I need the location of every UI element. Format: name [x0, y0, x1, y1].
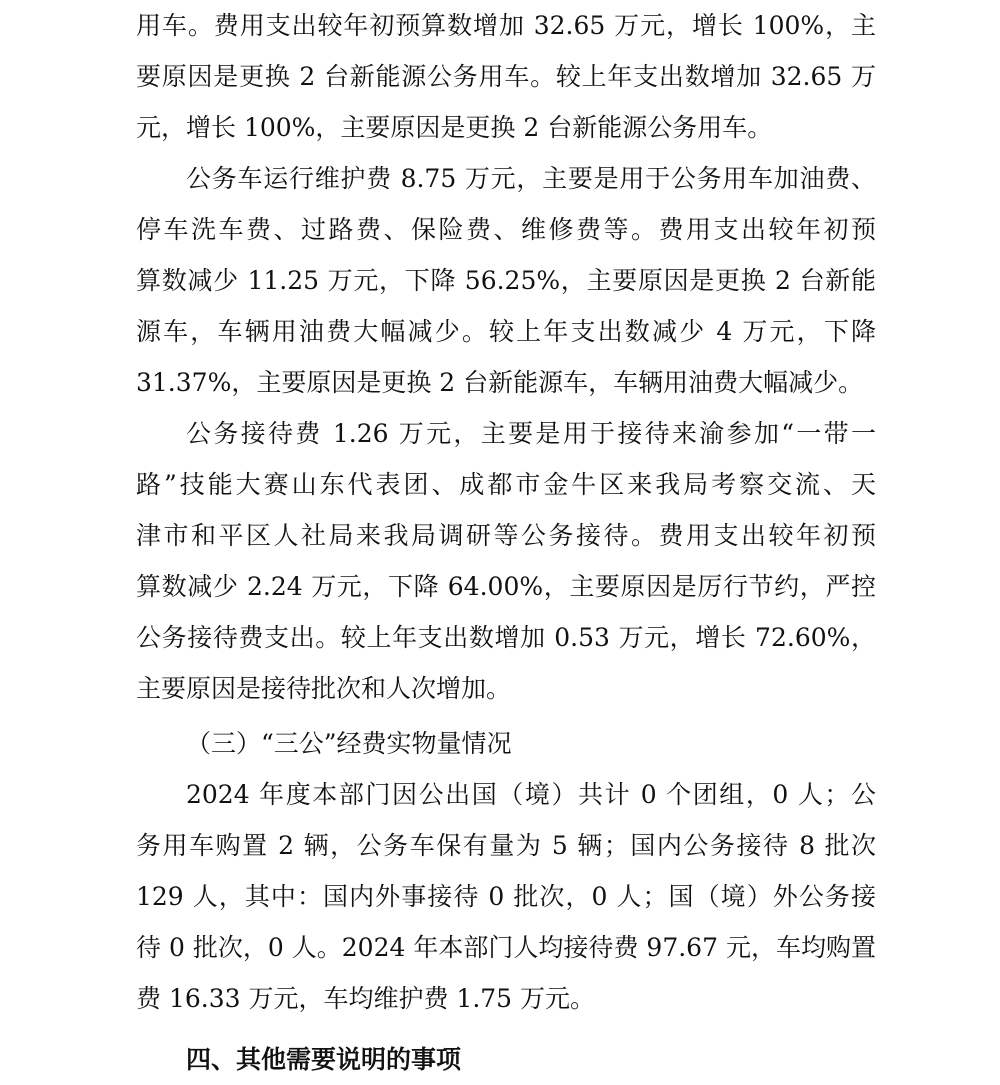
text-line: 源车，车辆用油费大幅减少。较上年支出数减少 4 万元，下降: [136, 317, 876, 346]
paragraph-vehicle-maintenance: [136, 153, 876, 408]
text-line: 津市和平区人社局来我局调研等公务接待。费用支出较年初预: [136, 521, 876, 550]
subheading-physical-quantity: （三）“三公”经费实物量情况: [186, 729, 512, 758]
text-line: 务用车购置 2 辆，公务车保有量为 5 辆；国内公务接待 8 批次: [136, 831, 876, 860]
text-line: 公务接待费支出。较上年支出数增加 0.53 万元，增长 72.60%，: [136, 623, 876, 652]
text-line: 主要原因是接待批次和人次增加。: [136, 674, 512, 703]
text-line: 停车洗车费、过路费、保险费、维修费等。费用支出较年初预: [136, 215, 876, 244]
text-line: 元，增长 100%，主要原因是更换 2 台新能源公务用车。: [136, 113, 773, 142]
paragraph-physical-quantity: [136, 769, 876, 1024]
text-line: 31.37%，主要原因是更换 2 台新能源车，车辆用油费大幅减少。: [136, 368, 864, 397]
text-line: 2024 年度本部门因公出国（境）共计 0 个团组，0 人；公: [186, 780, 876, 809]
text-line: 要原因是更换 2 台新能源公务用车。较上年支出数增加 32.65 万: [136, 62, 876, 91]
text-line: 算数减少 2.24 万元，下降 64.00%，主要原因是厉行节约，严控: [136, 572, 876, 601]
text-line: 路”技能大赛山东代表团、成都市金牛区来我局考察交流、天: [136, 470, 876, 499]
text-line: 用车。费用支出较年初预算数增加 32.65 万元，增长 100%，主: [136, 11, 876, 40]
paragraph-reception: [136, 408, 876, 714]
text-line: 算数减少 11.25 万元，下降 56.25%，主要原因是更换 2 台新能: [136, 266, 876, 295]
document-page: [136, 0, 876, 1085]
text-line: 公务接待费 1.26 万元，主要是用于接待来渝参加“一带一: [186, 419, 876, 448]
section-heading: 四、其他需要说明的事项: [186, 1045, 462, 1074]
paragraph-vehicle-purchase: [136, 0, 876, 153]
text-line: 129 人，其中：国内外事接待 0 批次，0 人；国（境）外公务接: [136, 882, 876, 911]
text-line: 公务车运行维护费 8.75 万元，主要是用于公务用车加油费、: [186, 164, 876, 193]
text-line: 待 0 批次，0 人。2024 年本部门人均接待费 97.67 元，车均购置: [136, 933, 876, 962]
text-line: 费 16.33 万元，车均维护费 1.75 万元。: [136, 984, 596, 1013]
